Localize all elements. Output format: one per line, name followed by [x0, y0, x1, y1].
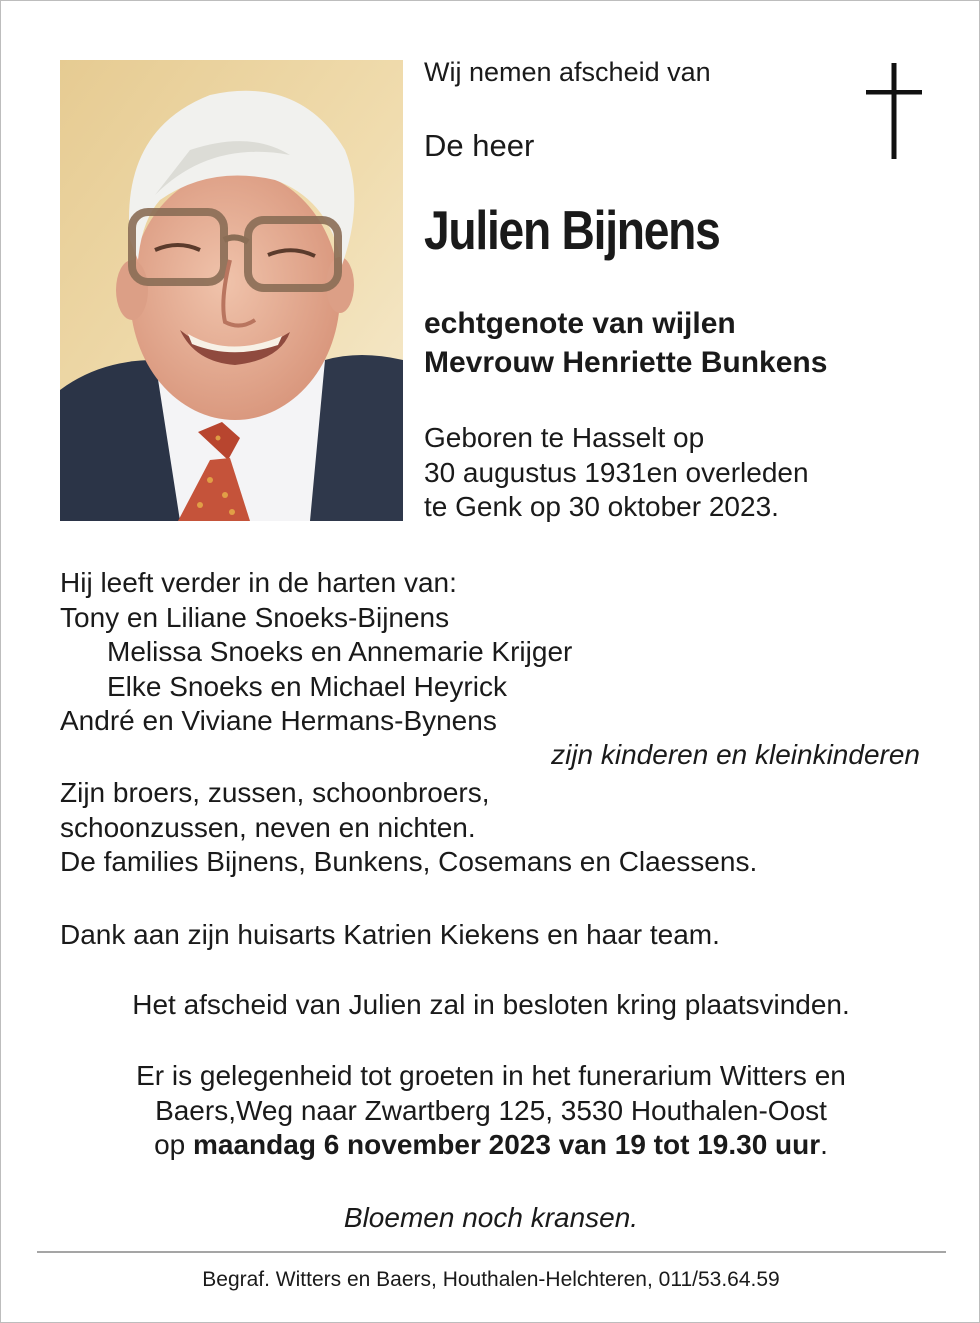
footer-divider: [37, 1251, 946, 1253]
honorific: De heer: [424, 128, 535, 163]
other-family: [60, 776, 757, 880]
family-line: De families Bijnens, Bunkens, Cosemans en Claessens.: [60, 846, 758, 877]
visitation-line: [1, 1128, 980, 1163]
birth-death-info: [424, 421, 809, 525]
spouse-line: echtgenote van wijlen: [424, 307, 736, 340]
cross-icon: [863, 61, 925, 161]
visitation-datetime: maandag 6 november 2023 van 19 tot 19.30 uur: [193, 1129, 821, 1160]
visitation-suffix: .: [820, 1129, 828, 1160]
family-line: Melissa Snoeks en Annemarie Krijger: [107, 636, 573, 667]
family-line: Elke Snoeks en Michael Heyrick: [107, 670, 507, 702]
farewell-text: [1, 988, 980, 1023]
family-line: André en Viviane Hermans-Bynens: [60, 705, 497, 736]
thanks-text: [60, 918, 720, 953]
farewell-line: Het afscheid van Julien zal in besloten kring plaatsvinden.: [132, 989, 850, 1020]
visitation-line: Er is gelegenheid tot groeten in het funerarium Witters en: [136, 1060, 846, 1091]
family-line: schoonzussen, neven en nichten.: [60, 811, 476, 843]
family-line: Zijn broers, zussen, schoonbroers,: [60, 777, 490, 808]
thanks-line: Dank aan zijn huisarts Katrien Kiekens en haar team.: [60, 919, 720, 950]
family-list: [60, 566, 572, 739]
birth-line: Geboren te Hasselt op: [424, 422, 705, 453]
portrait-photo: [60, 60, 403, 521]
footer-undertaker: Begraf. Witters en Baers, Houthalen-Helchteren, 011/53.64.59: [202, 1268, 780, 1291]
deceased-name: Julien Bijnens: [424, 199, 720, 261]
visitation-info: [1, 1059, 980, 1163]
family-intro: Hij leeft verder in de harten van:: [60, 567, 457, 598]
closing-note: [1, 1201, 980, 1236]
closing-line: Bloemen noch kransen.: [343, 1202, 639, 1233]
birth-line: te Genk op 30 oktober 2023.: [424, 491, 779, 522]
intro-text: Wij nemen afscheid van: [424, 57, 711, 87]
children-note: zijn kinderen en kleinkinderen: [551, 739, 920, 770]
visitation-line: Baers,Weg naar Zwartberg 125, 3530 Houthalen-Oost: [155, 1094, 827, 1126]
spouse-info: [424, 304, 827, 382]
family-line: Tony en Liliane Snoeks-Bijnens: [60, 601, 450, 633]
visitation-prefix: op: [154, 1129, 193, 1160]
spouse-line: Mevrouw Henriette Bunkens: [424, 346, 828, 379]
birth-line: 30 augustus 1931en overleden: [424, 456, 809, 488]
